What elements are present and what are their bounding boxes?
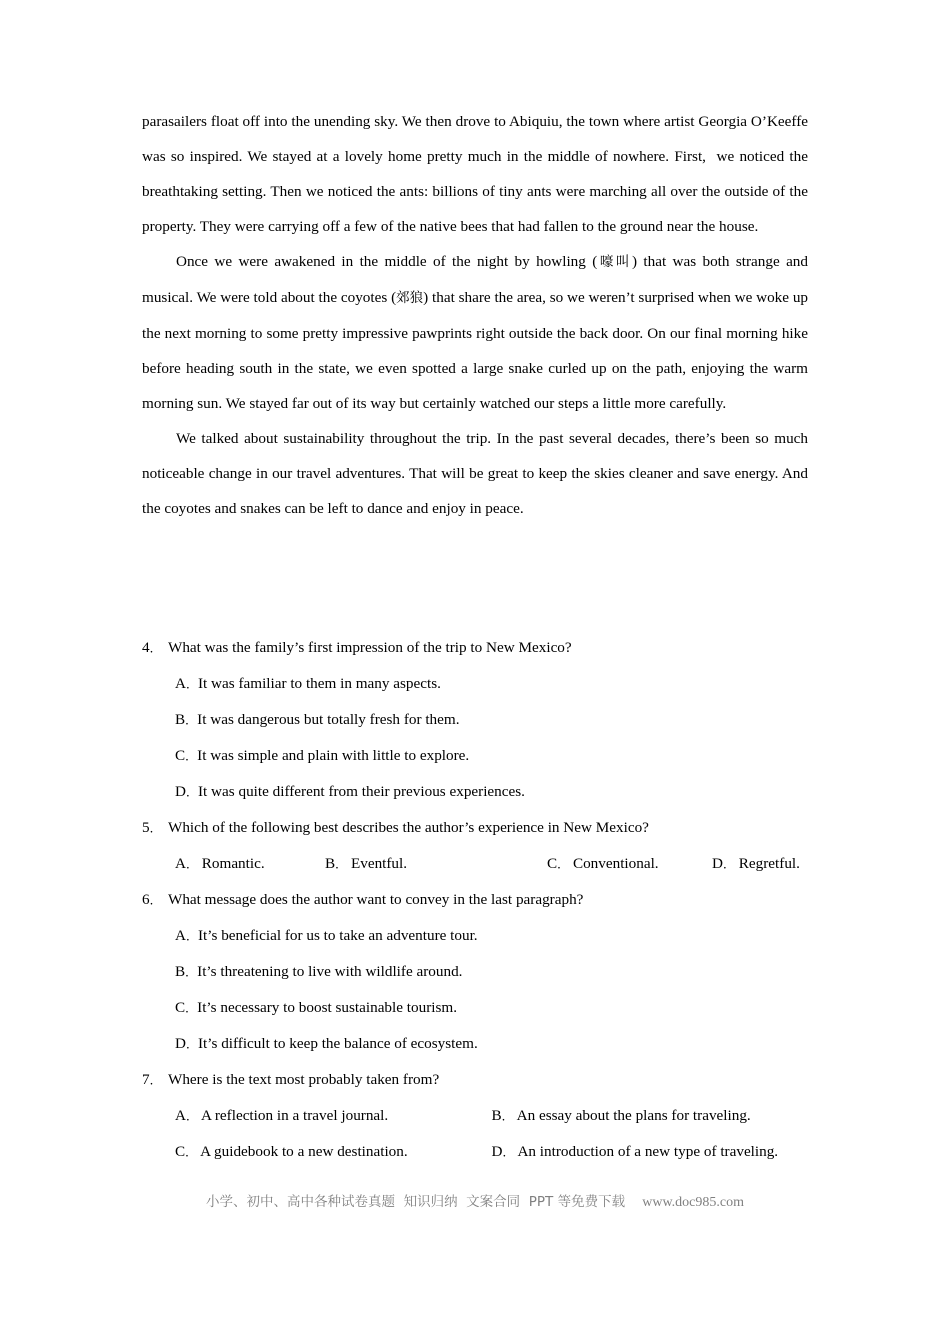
option-a-text: Romantic. xyxy=(201,855,265,872)
question-4-option-c[interactable]: C．It was simple and plain with little to explore. xyxy=(175,747,470,764)
question-7 xyxy=(142,1062,808,1170)
question-6-option-d[interactable]: D．It’s difficult to keep the balance of ecosystem. xyxy=(175,1035,478,1052)
option-a-label: A xyxy=(175,927,186,944)
question-7-option-a[interactable]: A． A reflection in a travel journal. xyxy=(175,1107,389,1124)
paragraph-2-text-part-2: ) that was both strange and musical. We were told about the coyotes ( xyxy=(142,253,812,306)
question-6-stem-line xyxy=(142,882,808,918)
option-c-label: C xyxy=(175,747,186,764)
option-b-text: It was dangerous but totally fresh for them. xyxy=(197,711,460,728)
question-7-options-row-1 xyxy=(175,1098,808,1134)
question-7-option-b[interactable]: B． An essay about the plans for traveling. xyxy=(491,1107,751,1124)
chinese-gloss-coyote: 郊狼 xyxy=(396,290,424,306)
option-a-text: It’s beneficial for us to take an adventure tour. xyxy=(197,927,478,944)
option-c-label: C xyxy=(175,1143,186,1160)
question-7-number: 7． xyxy=(142,1071,162,1088)
footer-promo-text: 小学、初中、高中各种试卷真题 知识归纳 文案合同 PPT 等免费下载 xyxy=(206,1194,626,1210)
option-c-text: Conventional. xyxy=(572,855,659,872)
option-d-text: It was quite different from their previous experiences. xyxy=(197,783,525,800)
question-7-options-row-2 xyxy=(175,1134,808,1170)
question-7-stem-line xyxy=(142,1062,808,1098)
question-5 xyxy=(142,810,808,882)
question-4-option-d[interactable]: D．It was quite different from their previous experiences. xyxy=(175,783,525,800)
question-4-stem: What was the family’s first impression of the trip to New Mexico? xyxy=(168,639,572,656)
question-5-options-row xyxy=(142,846,808,882)
question-5-option-d[interactable]: D． Regretful. xyxy=(712,855,800,872)
question-5-option-b[interactable]: B． Eventful. xyxy=(325,855,408,872)
option-b-label: B xyxy=(175,963,186,980)
question-6 xyxy=(142,882,808,1062)
paragraph-2-text-part-1: Once we were awakened in the middle of the night by howling ( xyxy=(176,253,598,270)
option-c-label: C xyxy=(175,999,186,1016)
question-4 xyxy=(142,630,808,810)
option-c-text: It’s necessary to boost sustainable tourism. xyxy=(197,999,457,1016)
option-a-text: A reflection in a travel journal. xyxy=(200,1107,389,1124)
option-b-label: B xyxy=(491,1107,502,1124)
paragraph-2-text-part-3: ) that share the area, so we weren’t surprised when we woke up the next morning to some pretty impressive pawprints right outside the back door. On our final morning hike before heading south in the state, we even spotted a large snake curled up on the path, enjoying the warm morning sun. We stayed far out of its way but certainly watched our steps a little more carefully. xyxy=(142,289,812,412)
option-d-label: D xyxy=(491,1143,503,1160)
question-6-stem: What message does the author want to convey in the last paragraph? xyxy=(168,891,584,908)
option-d-label: D xyxy=(175,783,186,800)
option-b-text: It’s threatening to live with wildlife around. xyxy=(197,963,463,980)
option-d-text: It’s difficult to keep the balance of ecosystem. xyxy=(197,1035,478,1052)
question-6-option-c[interactable]: C．It’s necessary to boost sustainable tourism. xyxy=(175,999,457,1016)
question-4-number: 4． xyxy=(142,639,162,656)
question-7-stem: Where is the text most probably taken from? xyxy=(168,1071,440,1088)
option-c-text: A guidebook to a new destination. xyxy=(200,1143,408,1160)
option-d-text: An introduction of a new type of traveling. xyxy=(517,1143,779,1160)
option-a-label: A xyxy=(175,1107,186,1124)
option-d-label: D xyxy=(175,1035,186,1052)
option-b-text: Eventful. xyxy=(350,855,408,872)
option-b-label: B xyxy=(325,855,336,872)
footer-watermark xyxy=(0,1190,950,1211)
question-5-stem-line xyxy=(142,810,808,846)
option-c-text: It was simple and plain with little to explore. xyxy=(197,747,470,764)
option-a-label: A xyxy=(175,675,186,692)
question-6-option-b[interactable]: B．It’s threatening to live with wildlife around. xyxy=(175,963,463,980)
question-5-stem: Which of the following best describes the author’s experience in New Mexico? xyxy=(168,819,649,836)
option-d-text: Regretful. xyxy=(738,855,800,872)
question-4-stem-line xyxy=(142,630,808,666)
chinese-gloss-howling: 嚎叫 xyxy=(597,254,632,270)
question-4-option-b[interactable]: B．It was dangerous but totally fresh for them. xyxy=(175,711,460,728)
question-7-option-c[interactable]: C． A guidebook to a new destination. xyxy=(175,1143,408,1160)
question-7-options-grid xyxy=(142,1098,808,1170)
question-6-number: 6． xyxy=(142,891,162,908)
passage-paragraph-3: We talked about sustainability throughout the trip. In the past several decades, there’s been so much noticeable change in our travel adventures. That will be great to keep the skies cleaner and save energy. And the coyotes and snakes can be left to dance and enjoy in peace. xyxy=(142,430,812,517)
option-c-label: C xyxy=(547,855,558,872)
passage-paragraph-1: parasailers float off into the unending sky. We then drove to Abiquiu, the town where artist Georgia O’Keeffe was so inspired. We stayed at a lovely home pretty much in the middle of nowhere. First, we noticed the breathtaking setting. Then we noticed the ants: billions of tiny ants were marching all over the outside of the property. They were carrying off a few of the native bees that had fallen to the ground near the house. xyxy=(142,113,812,235)
question-5-option-a[interactable]: A． Romantic. xyxy=(175,855,265,872)
passage-body xyxy=(142,104,812,526)
option-a-text: It was familiar to them in many aspects. xyxy=(197,675,441,692)
passage-paragraph-2 xyxy=(142,244,812,421)
question-5-option-c[interactable]: C． Conventional. xyxy=(547,855,659,872)
footer-url[interactable]: www.doc985.com xyxy=(642,1195,744,1210)
question-5-number: 5． xyxy=(142,819,162,836)
question-7-option-d[interactable]: D． An introduction of a new type of traveling. xyxy=(491,1143,779,1160)
option-b-label: B xyxy=(175,711,186,728)
option-b-text: An essay about the plans for traveling. xyxy=(516,1107,751,1124)
question-4-option-a[interactable]: A．It was familiar to them in many aspects. xyxy=(175,675,441,692)
question-6-option-a[interactable]: A．It’s beneficial for us to take an adventure tour. xyxy=(175,927,478,944)
option-a-label: A xyxy=(175,855,186,872)
option-d-label: D xyxy=(712,855,723,872)
questions-section xyxy=(142,630,808,1170)
